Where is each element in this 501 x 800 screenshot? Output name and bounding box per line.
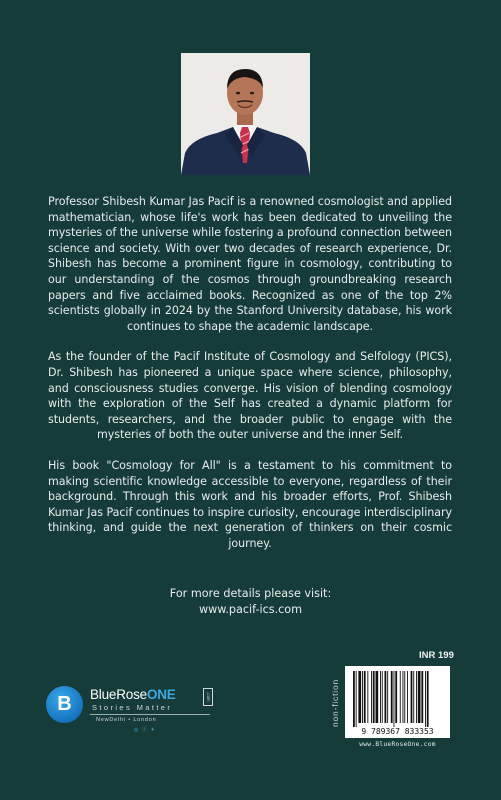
author-photo bbox=[181, 53, 310, 175]
social-icons: ◎ ⓕ ✦ bbox=[134, 727, 156, 733]
publisher-name: BlueRoseONE bbox=[90, 687, 176, 702]
barcode-bar bbox=[380, 671, 381, 723]
bio-paragraph: His book "Cosmology for All" is a testament to his commitment to making scientific knowledge accessible to everyone, regardless of their background. Through this work and his broader efforts, Prof. Shibesh Kumar Jas Pacif continues to inspire curiosity, encourage interdisciplinary thinking, and guide the next generation of thinkers on their cosmic journey. bbox=[48, 458, 452, 550]
price-label: INR 199 bbox=[419, 650, 454, 661]
barcode-bar bbox=[373, 671, 375, 723]
barcode-bar bbox=[427, 671, 429, 727]
barcode-bar bbox=[421, 671, 423, 723]
publisher-cities: NewDelhi • London bbox=[96, 717, 157, 723]
publisher-logo bbox=[46, 686, 226, 746]
barcode-bar bbox=[387, 671, 388, 723]
barcode-bar bbox=[371, 671, 372, 723]
barcode-bar bbox=[385, 671, 387, 723]
publisher-domain-badge: .com bbox=[203, 688, 213, 706]
barcode-graphic bbox=[345, 666, 450, 738]
barcode-bar bbox=[407, 671, 408, 723]
publisher-url[interactable]: www.BlueRoseOne.com bbox=[359, 741, 436, 748]
barcode-bar bbox=[403, 671, 404, 723]
barcode-bar bbox=[400, 671, 401, 723]
barcode-bar bbox=[382, 671, 383, 723]
bio-paragraph: As the founder of the Pacif Institute of Cosmology and Selfology (PICS), Dr. Shibesh has pioneered a unique space where science, philosophy, and consciousness studies converge. His vision of blending cosmology with the exploration of the Self has created a dynamic platform for students, researchers, and the broader public to engage with the mysteries of both the outer universe and the inner Self. bbox=[48, 350, 452, 442]
visit-url[interactable]: www.pacif-ics.com bbox=[198, 602, 303, 616]
publisher-tagline: Stories Matter bbox=[92, 703, 173, 712]
barcode-bar bbox=[364, 671, 366, 723]
barcode-bar bbox=[394, 671, 395, 727]
barcode-bar bbox=[411, 671, 413, 723]
barcode-bar bbox=[391, 671, 393, 723]
barcode-digits: 9 789367 833353 bbox=[361, 727, 434, 736]
barcode-bar bbox=[376, 671, 379, 723]
author-bio bbox=[48, 194, 452, 566]
barcode-bar bbox=[425, 671, 426, 727]
barcode-bar bbox=[358, 671, 361, 723]
barcode-bar bbox=[367, 671, 368, 723]
barcode-bar bbox=[418, 671, 421, 723]
publisher-logo-icon: B bbox=[46, 686, 83, 723]
barcode-bar bbox=[362, 671, 363, 723]
barcode-bar bbox=[356, 671, 357, 727]
publisher-divider bbox=[90, 714, 210, 715]
barcode-bar bbox=[404, 671, 405, 723]
visit-info bbox=[0, 586, 501, 617]
author-portrait-image bbox=[181, 53, 310, 175]
visit-label: For more details please visit: bbox=[169, 587, 332, 600]
category-label: non-fiction bbox=[330, 678, 340, 728]
isbn-barcode bbox=[345, 666, 450, 738]
barcode-bar bbox=[416, 671, 417, 723]
barcode-bar bbox=[395, 671, 397, 723]
barcode-bar bbox=[353, 671, 355, 727]
barcode-bar bbox=[413, 671, 414, 723]
bio-paragraph: Professor Shibesh Kumar Jas Pacif is a renowned cosmologist and applied mathematician, whose life's work has been dedicated to unveiling the mysteries of the universe while fostering a profound connection between science and society. With over two decades of research experience, Dr. Shibesh has become a prominent figure in cosmology, contributing to our understanding of the cosmos through groundbreaking research papers and five acclaimed books. Recognized as one of the top 2% scientists globally in 2024 by the Stanford University database, his work continues to shape the academic landscape. bbox=[48, 195, 452, 333]
